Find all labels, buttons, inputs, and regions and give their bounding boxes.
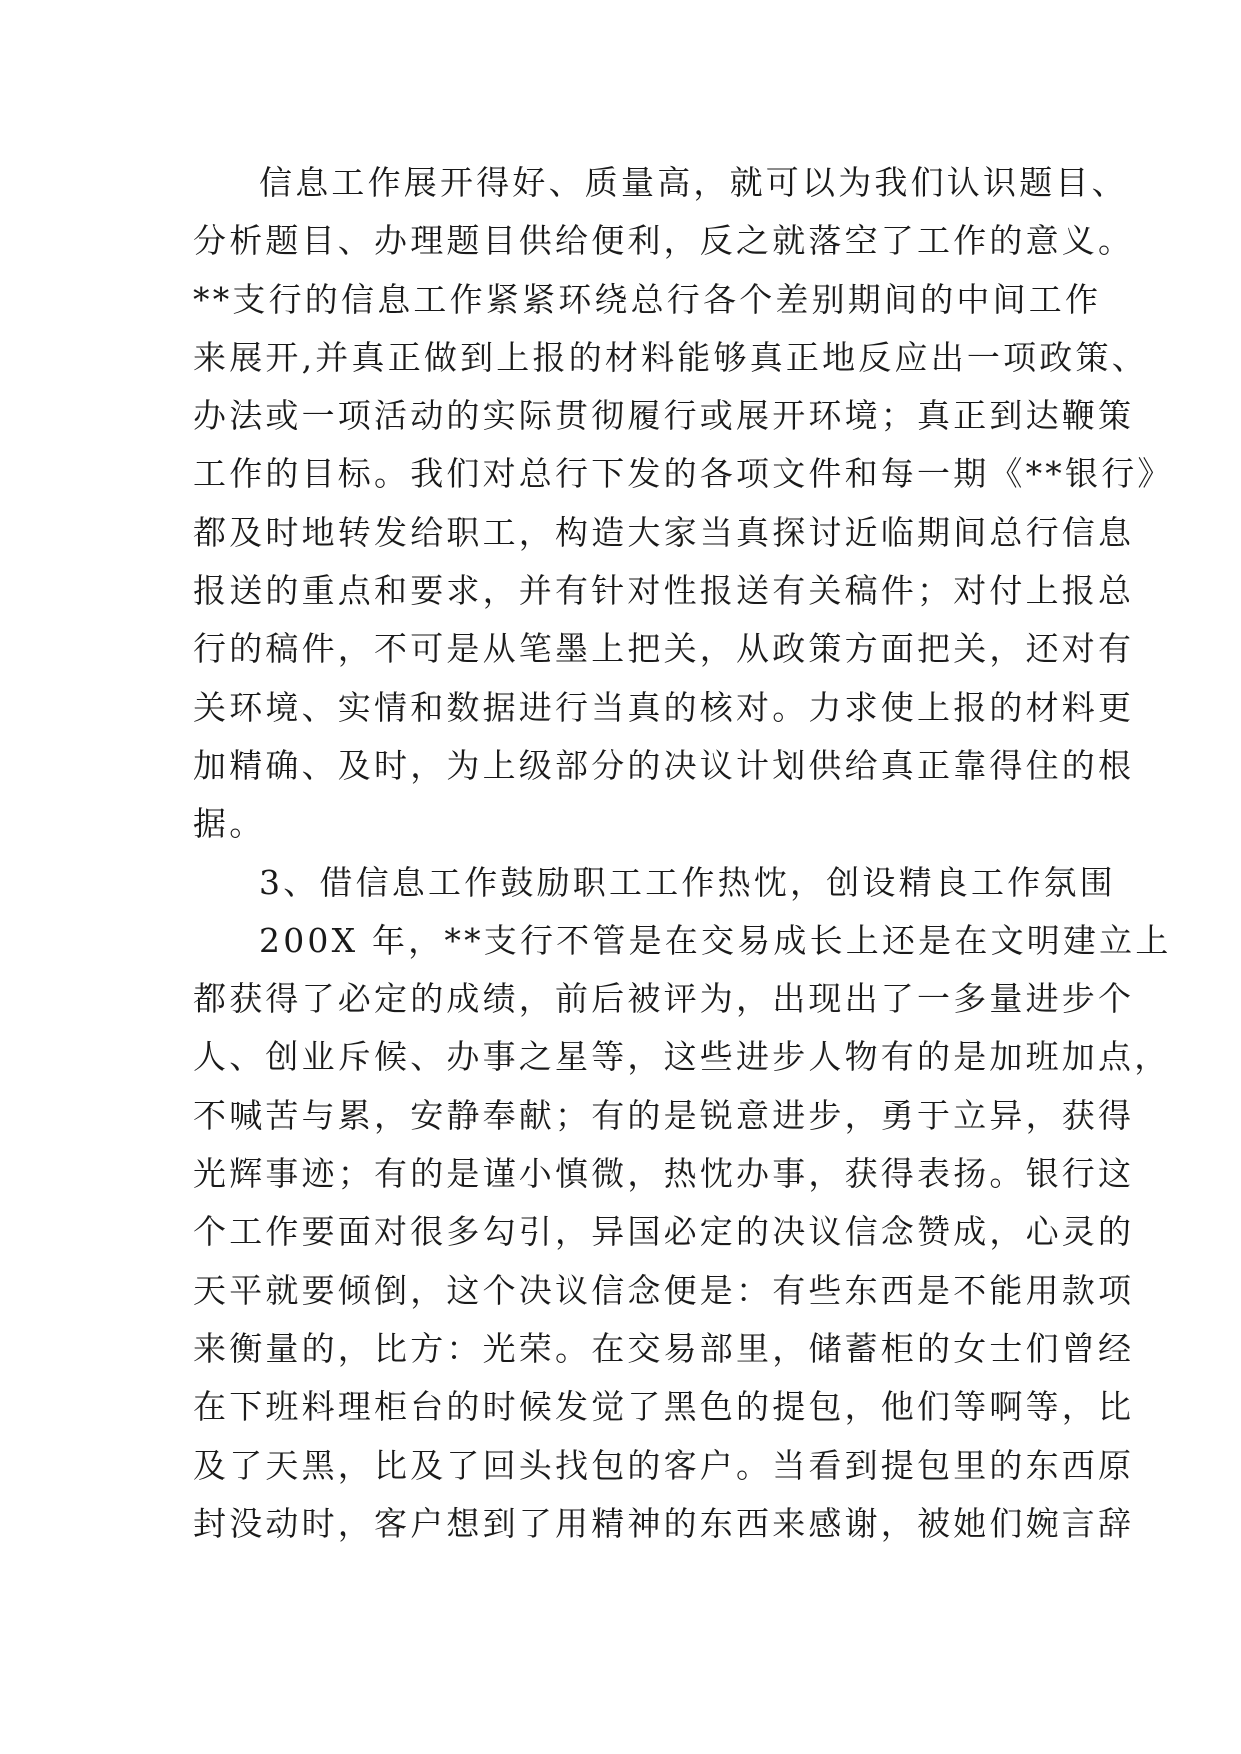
paragraph-line: 光辉事迹；有的是谨小慎微，热忱办事，获得表扬。银行这 bbox=[193, 1154, 1135, 1194]
paragraph-line: 天平就要倾倒，这个决议信念便是：有些东西是不能用款项 bbox=[193, 1270, 1135, 1310]
paragraph-line: 来展开,并真正做到上报的材料能够真正地反应出一项政策、 bbox=[193, 337, 1148, 377]
paragraph-line: 都及时地转发给职工，构造大家当真探讨近临期间总行信息 bbox=[193, 512, 1135, 552]
paragraph-line: 信息工作展开得好、质量高，就可以为我们认识题目、 bbox=[259, 163, 1128, 202]
body-text bbox=[193, 154, 1174, 1553]
paragraph-line: **支行的信息工作紧紧环绕总行各个差别期间的中间工作 bbox=[193, 279, 1102, 319]
paragraph-line: 封没动时，客户想到了用精神的东西来感谢，被她们婉言辞 bbox=[193, 1503, 1135, 1543]
paragraph-line: 报送的重点和要求，并有针对性报送有关稿件；对付上报总 bbox=[193, 571, 1135, 611]
section-heading: 3、借信息工作鼓励职工工作热忱，创设精良工作氛围 bbox=[259, 862, 1116, 902]
paragraph-line: 据。 bbox=[193, 804, 266, 844]
paragraph-line: 工作的目标。我们对总行下发的各项文件和每一期《**银行》 bbox=[193, 454, 1174, 494]
paragraph-line: 都获得了必定的成绩，前后被评为，出现出了一多量进步个 bbox=[193, 979, 1135, 1019]
paragraph-line: 办法或一项活动的实际贯彻履行或展开环境；真正到达鞭策 bbox=[193, 396, 1135, 436]
paragraph-line: 不喊苦与累，安静奉献；有的是锐意进步，勇于立异，获得 bbox=[193, 1095, 1135, 1135]
paragraph-line: 人、创业斥候、办事之星等，这些进步人物有的是加班加点， bbox=[193, 1037, 1171, 1077]
paragraph-line: 及了天黑，比及了回头找包的客户。当看到提包里的东西原 bbox=[193, 1445, 1135, 1485]
paragraph-line: 200X 年，**支行不管是在交易成长上还是在文明建立上 bbox=[259, 920, 1172, 960]
paragraph-line: 关环境、实情和数据进行当真的核对。力求使上报的材料更 bbox=[193, 687, 1135, 727]
paragraph-line: 个工作要面对很多勾引，异国必定的决议信念赞成，心灵的 bbox=[193, 1212, 1135, 1252]
paragraph-line: 分析题目、办理题目供给便利，反之就落空了工作的意义。 bbox=[193, 221, 1135, 261]
paragraph-line: 来衡量的，比方：光荣。在交易部里，储蓄柜的女士们曾经 bbox=[193, 1328, 1135, 1368]
paragraph-line: 加精确、及时，为上级部分的决议计划供给真正靠得住的根 bbox=[193, 745, 1135, 785]
paragraph-line: 在下班料理柜台的时候发觉了黑色的提包，他们等啊等，比 bbox=[193, 1387, 1135, 1427]
paragraph-line: 行的稿件，不可是从笔墨上把关，从政策方面把关，还对有 bbox=[193, 629, 1135, 669]
